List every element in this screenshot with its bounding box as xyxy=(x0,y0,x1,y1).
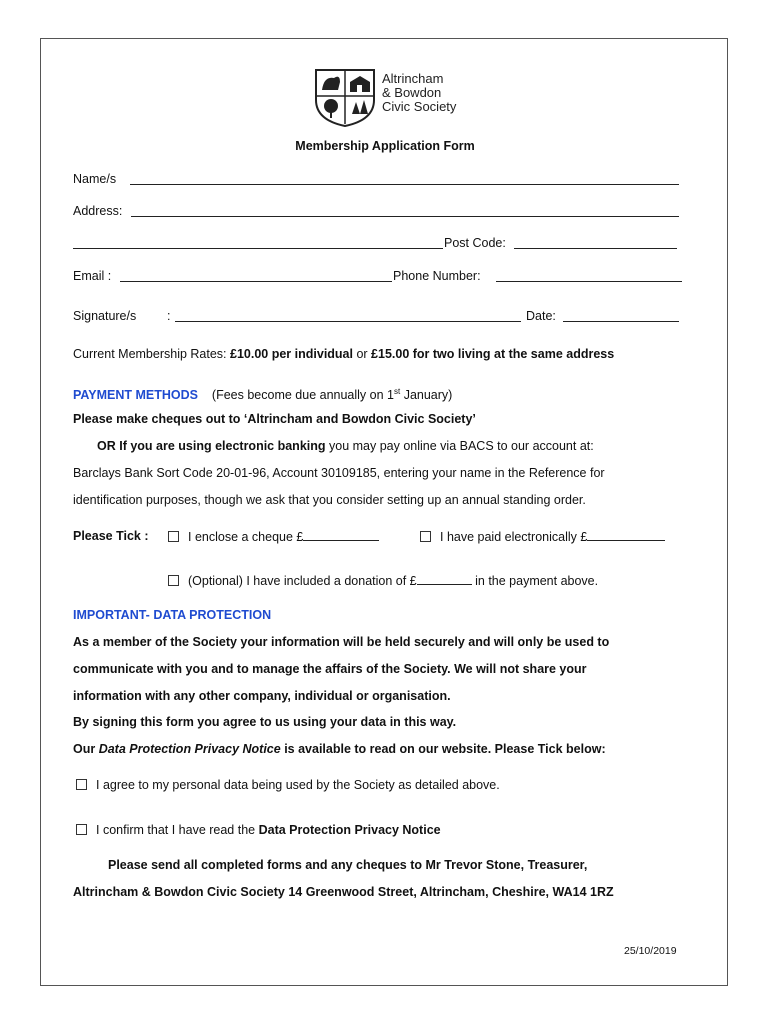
identification-note: identification purposes, though we ask that you consider setting up an annual standing order. xyxy=(73,493,586,507)
rates-prefix: Current Membership Rates: xyxy=(73,347,231,361)
name-label: Name/s xyxy=(73,172,117,186)
fees-prefix: (Fees become due annually on 1 xyxy=(211,388,394,403)
address-label: Address: xyxy=(73,204,123,218)
agree-option xyxy=(76,777,500,793)
data-protection-line-5 xyxy=(73,741,606,757)
please-tick-label: Please Tick : xyxy=(73,529,149,543)
fees-sup: st xyxy=(393,387,401,396)
phone-field[interactable] xyxy=(496,269,682,282)
privacy-notice-link: Data Protection Privacy Notice xyxy=(98,742,281,756)
donation-checkbox[interactable] xyxy=(168,575,179,586)
electronic-option-label: I have paid electronically £ xyxy=(440,530,588,544)
name-field[interactable] xyxy=(130,172,679,185)
society-crest-logo xyxy=(314,68,376,128)
payment-methods-heading: PAYMENT METHODS xyxy=(73,388,199,403)
phone-label: Phone Number: xyxy=(393,269,481,283)
address-field-line-1[interactable] xyxy=(131,204,679,217)
send-instruction-line-2: Altrincham & Bowdon Civic Society 14 Greenwood Street, Altrincham, Cheshire, WA14 1RZ xyxy=(73,885,614,899)
rates-or: or xyxy=(352,347,372,361)
fees-suffix: January) xyxy=(400,388,453,403)
signature-label: Signature/s xyxy=(73,309,137,323)
rate-individual: £10.00 per individual xyxy=(230,347,353,361)
postcode-field[interactable] xyxy=(514,236,677,249)
data-protection-line-2: communicate with you and to manage the affairs of the Society. We will not share your xyxy=(73,662,587,676)
privacy-prefix: Our xyxy=(73,742,99,756)
agree-checkbox[interactable] xyxy=(76,779,87,790)
bank-details: Barclays Bank Sort Code 20-01-96, Account 30109185, entering your name in the Reference for xyxy=(73,466,605,480)
data-protection-line-4: By signing this form you agree to us using your data in this way. xyxy=(73,715,457,729)
cheque-amount-field[interactable] xyxy=(303,528,379,541)
donation-prefix: (Optional) I have included a donation of £ xyxy=(188,574,417,588)
form-title: Membership Application Form xyxy=(295,139,475,153)
data-protection-line-1: As a member of the Society your information will be held securely and will only be used to xyxy=(73,635,610,649)
confirm-prefix: I confirm that I have read the xyxy=(96,823,259,837)
confirm-option xyxy=(76,822,441,838)
agree-option-label: I agree to my personal data being used by the Society as detailed above. xyxy=(96,778,500,792)
donation-option xyxy=(168,572,598,589)
cheque-instruction: Please make cheques out to ‘Altrincham and Bowdon Civic Society’ xyxy=(73,412,476,426)
email-field[interactable] xyxy=(120,269,392,282)
form-version-date: 25/10/2019 xyxy=(624,945,677,957)
electronic-checkbox[interactable] xyxy=(420,531,431,542)
logo-name-line-3: Civic Society xyxy=(382,99,457,114)
electronic-rest: you may pay online via BACS to our account at: xyxy=(325,439,594,453)
address-field-line-2[interactable] xyxy=(73,236,443,249)
data-protection-line-3: information with any other company, individual or organisation. xyxy=(73,689,451,703)
confirm-notice: Data Protection Privacy Notice xyxy=(258,823,441,837)
donation-amount-field[interactable] xyxy=(417,572,472,585)
signature-field[interactable] xyxy=(175,309,521,322)
cheque-option xyxy=(168,528,379,545)
signature-colon: : xyxy=(167,309,171,323)
donation-suffix: in the payment above. xyxy=(471,574,599,588)
logo-name-line-2: & Bowdon xyxy=(382,85,442,100)
confirm-checkbox[interactable] xyxy=(76,824,87,835)
cheque-option-label: I enclose a cheque £ xyxy=(188,530,304,544)
email-label: Email : xyxy=(73,269,112,283)
date-label: Date: xyxy=(526,309,556,323)
postcode-label: Post Code: xyxy=(444,236,506,250)
privacy-suffix: is available to read on our website. Please Tick below: xyxy=(280,742,606,756)
membership-rates xyxy=(73,346,614,362)
date-field[interactable] xyxy=(563,309,679,322)
rate-couple: £15.00 for two living at the same address xyxy=(371,347,615,361)
cheque-checkbox[interactable] xyxy=(168,531,179,542)
logo-name-line-1: Altrincham xyxy=(382,71,444,86)
payment-methods-line xyxy=(73,384,452,403)
send-instruction-line-1: Please send all completed forms and any cheques to Mr Trevor Stone, Treasurer, xyxy=(108,858,588,872)
electronic-banking-line xyxy=(97,438,594,454)
electronic-option xyxy=(420,528,665,545)
electronic-or: OR If you are using electronic banking xyxy=(97,439,326,453)
data-protection-heading: IMPORTANT- DATA PROTECTION xyxy=(73,608,272,622)
electronic-amount-field[interactable] xyxy=(587,528,665,541)
